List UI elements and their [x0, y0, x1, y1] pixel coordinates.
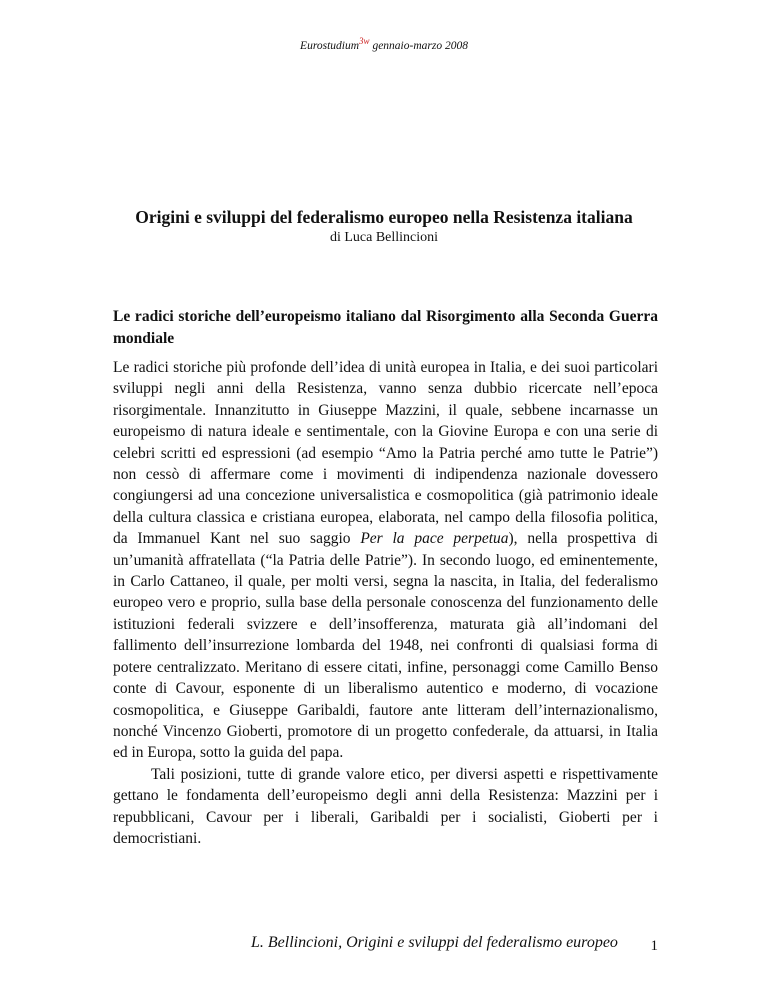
author-byline: di Luca Bellincioni [329, 230, 439, 245]
section-heading: Le radici storiche dell’europeismo italiano dal Risorgimento alla Seconda Guerra mondiale [113, 308, 658, 347]
title-block [0, 206, 768, 246]
book-title-italic: Per la pace perpetua [360, 530, 509, 548]
paragraph-1-part-a: Le radici storiche più profonde dell’idea di unità europea in Italia, e dei suoi particolari sviluppi negli anni della Resistenza, vanno senza dubbio ricercate nell’epoca risorgimentale. Innanzitutto in Giuseppe Mazzini, il quale, sebbene incarnasse un europeismo di natura ideale e sentimentale, con la Giovine Europa e con una serie di celebri scritti ed espressioni (ad esempio “Amo la Patria perché amo tutte le Patrie”) non cessò di affermare come i movimenti di indipendenza nazionale dovessero congiungersi ad una concezione universalistica e cosmopolitica (già patrimonio ideale della cultura classica e cristiana europea, elaborata, nel campo della filosofia politica, da Immanuel Kant nel suo saggio [113, 359, 658, 548]
page-number: 1 [650, 938, 658, 954]
footer-citation: L. Bellincioni, Origini e sviluppi del federalismo europeo [251, 934, 618, 951]
article-title: Origini e sviluppi del federalismo europeo nella Resistenza italiana [135, 207, 633, 227]
paragraph-2: Tali posizioni, tutte di grande valore etico, per diversi aspetti e rispettivamente gettano le fondamenta dell’europeismo degli anni della Resistenza: Mazzini per i repubblicani, Cavour per i liberali, Garibaldi per i socialisti, Gioberti per i democristiani. [113, 765, 658, 847]
issue-date: gennaio-marzo 2008 [372, 40, 468, 52]
paragraph-1-part-b: ), nella prospettiva di un’umanità affratellata (“la Patria delle Patrie”). In secondo luogo, ed eminentemente, in Carlo Cattaneo, il quale, per molti versi, segna la nascita, in Italia, del federalismo europeo vero e proprio, sulla base della personale conoscenza del funzionamento delle istituzioni federali svizzere e dell’insofferenza, maturata già all’indomani del fallimento dell’insurrezione lombarda del 1948, nei confronti di qualsiasi forma di potere centralizzato. Meritano di essere citati, infine, personaggi come Camillo Benso conte di Cavour, esponente di un liberalismo autentico e moderno, di vocazione cosmopolitica, e Giuseppe Garibaldi, fautore ante litteram dell’internazionalismo, nonché Vincenzo Gioberti, promotore di un progetto confederale, da attuarsi, in Italia ed in Europa, sotto la guida del papa. [113, 530, 658, 762]
journal-superscript: 3w [359, 36, 370, 47]
paragraph-1 [113, 357, 658, 764]
running-header [0, 36, 768, 52]
body-text [113, 357, 658, 849]
journal-name: Eurostudium [300, 40, 360, 52]
